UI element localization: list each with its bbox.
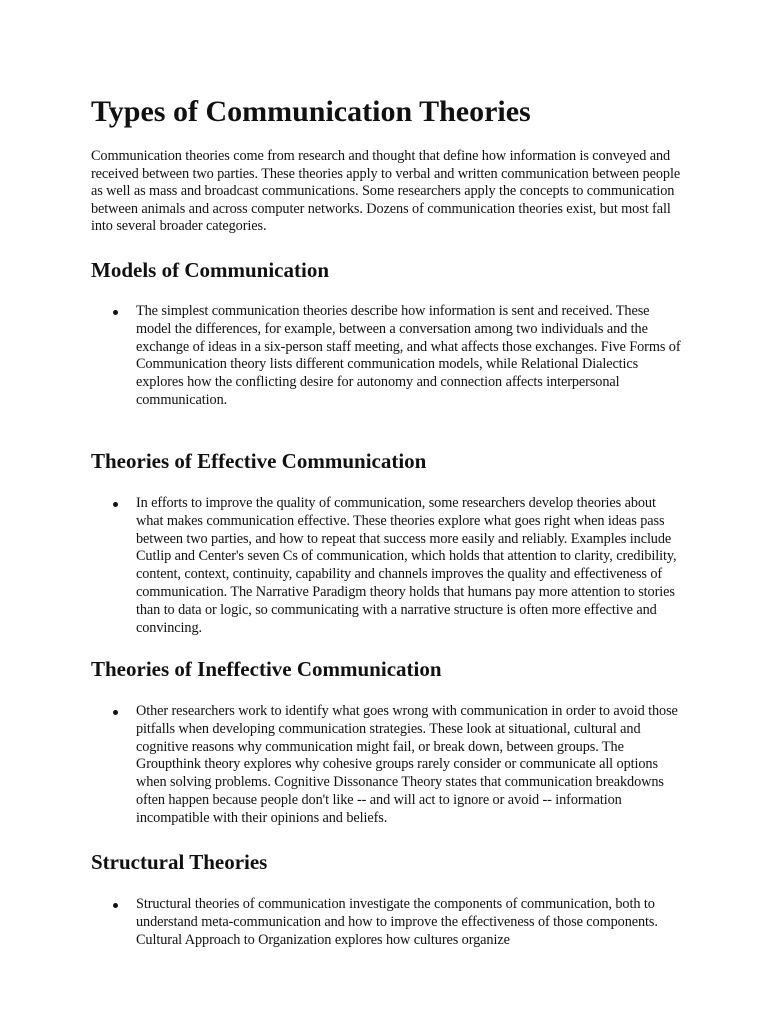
section-heading-structural: Structural Theories: [91, 850, 268, 874]
list-item-text: The simplest communication theories describe how information is sent and received. These model the differences, for example, between a conversation among two individuals and the exchange of ideas in a six-person staff meeting, and what affects those exchanges. Five Forms of Communication theory lists different communication models, while Relational Dialectics explores how the conflicting desire for autonomy and connection affects interpersonal communication.: [136, 303, 681, 408]
list-item-text: Other researchers work to identify what goes wrong with communication in order to avoid those pitfalls when developing communication strategies. These look at situational, cultural and cognitive reasons why communication might fail, or break down, between groups. The Groupthink theory explores why cohesive groups rarely consider or communicate all options when solving problems. Cognitive Dissonance Theory states that communication breakdowns often happen because people don't like -- and will act to ignore or avoid -- information incompatible with their opinions and beliefs.: [136, 703, 678, 826]
bullet-dot-icon: [113, 710, 118, 715]
bullet-dot-icon: [113, 502, 118, 507]
bullet-dot-icon: [113, 310, 118, 315]
intro-paragraph: Communication theories come from research and thought that define how information is conveyed and received between two parties. These theories apply to verbal and written communication between people as well as mass and broadcast communications. Some researchers apply the concepts to communication between animals and across computer networks. Dozens of communication theories exist, but most fall into several broader categories.: [91, 148, 681, 235]
list-item: [91, 495, 681, 637]
page-title: Types of Communication Theories: [91, 95, 531, 128]
list-item: [91, 303, 681, 410]
list-item-text: Structural theories of communication investigate the components of communication, both to understand meta-communication and how to improve the effectiveness of those components. Cultural Approach to Organization explores how cultures organize: [136, 896, 658, 948]
bullet-list-ineffective: [91, 703, 681, 828]
section-heading-effective: Theories of Effective Communication: [91, 449, 427, 473]
list-item: [91, 703, 681, 828]
list-item-text: In efforts to improve the quality of communication, some researchers develop theories about what makes communication effective. These theories explore what goes right when ideas pass between two parties, and how to repeat that success more easily and reliably. Examples include Cutlip and Center's seven Cs of communication, which holds that attention to clarity, credibility, content, context, continuity, capability and channels improves the quality and effectiveness of communication. The Narrative Paradigm theory holds that humans pay more attention to stories than to data or logic, so communicating with a narrative structure is often more effective and convincing.: [136, 495, 677, 636]
bullet-list-effective: [91, 495, 681, 637]
list-item: [91, 896, 681, 949]
bullet-dot-icon: [113, 903, 118, 908]
bullet-list-models: [91, 303, 681, 428]
section-heading-models: Models of Communication: [91, 258, 329, 282]
section-heading-ineffective: Theories of Ineffective Communication: [91, 657, 442, 681]
document-page: [91, 92, 681, 950]
bullet-list-structural: [91, 896, 681, 950]
